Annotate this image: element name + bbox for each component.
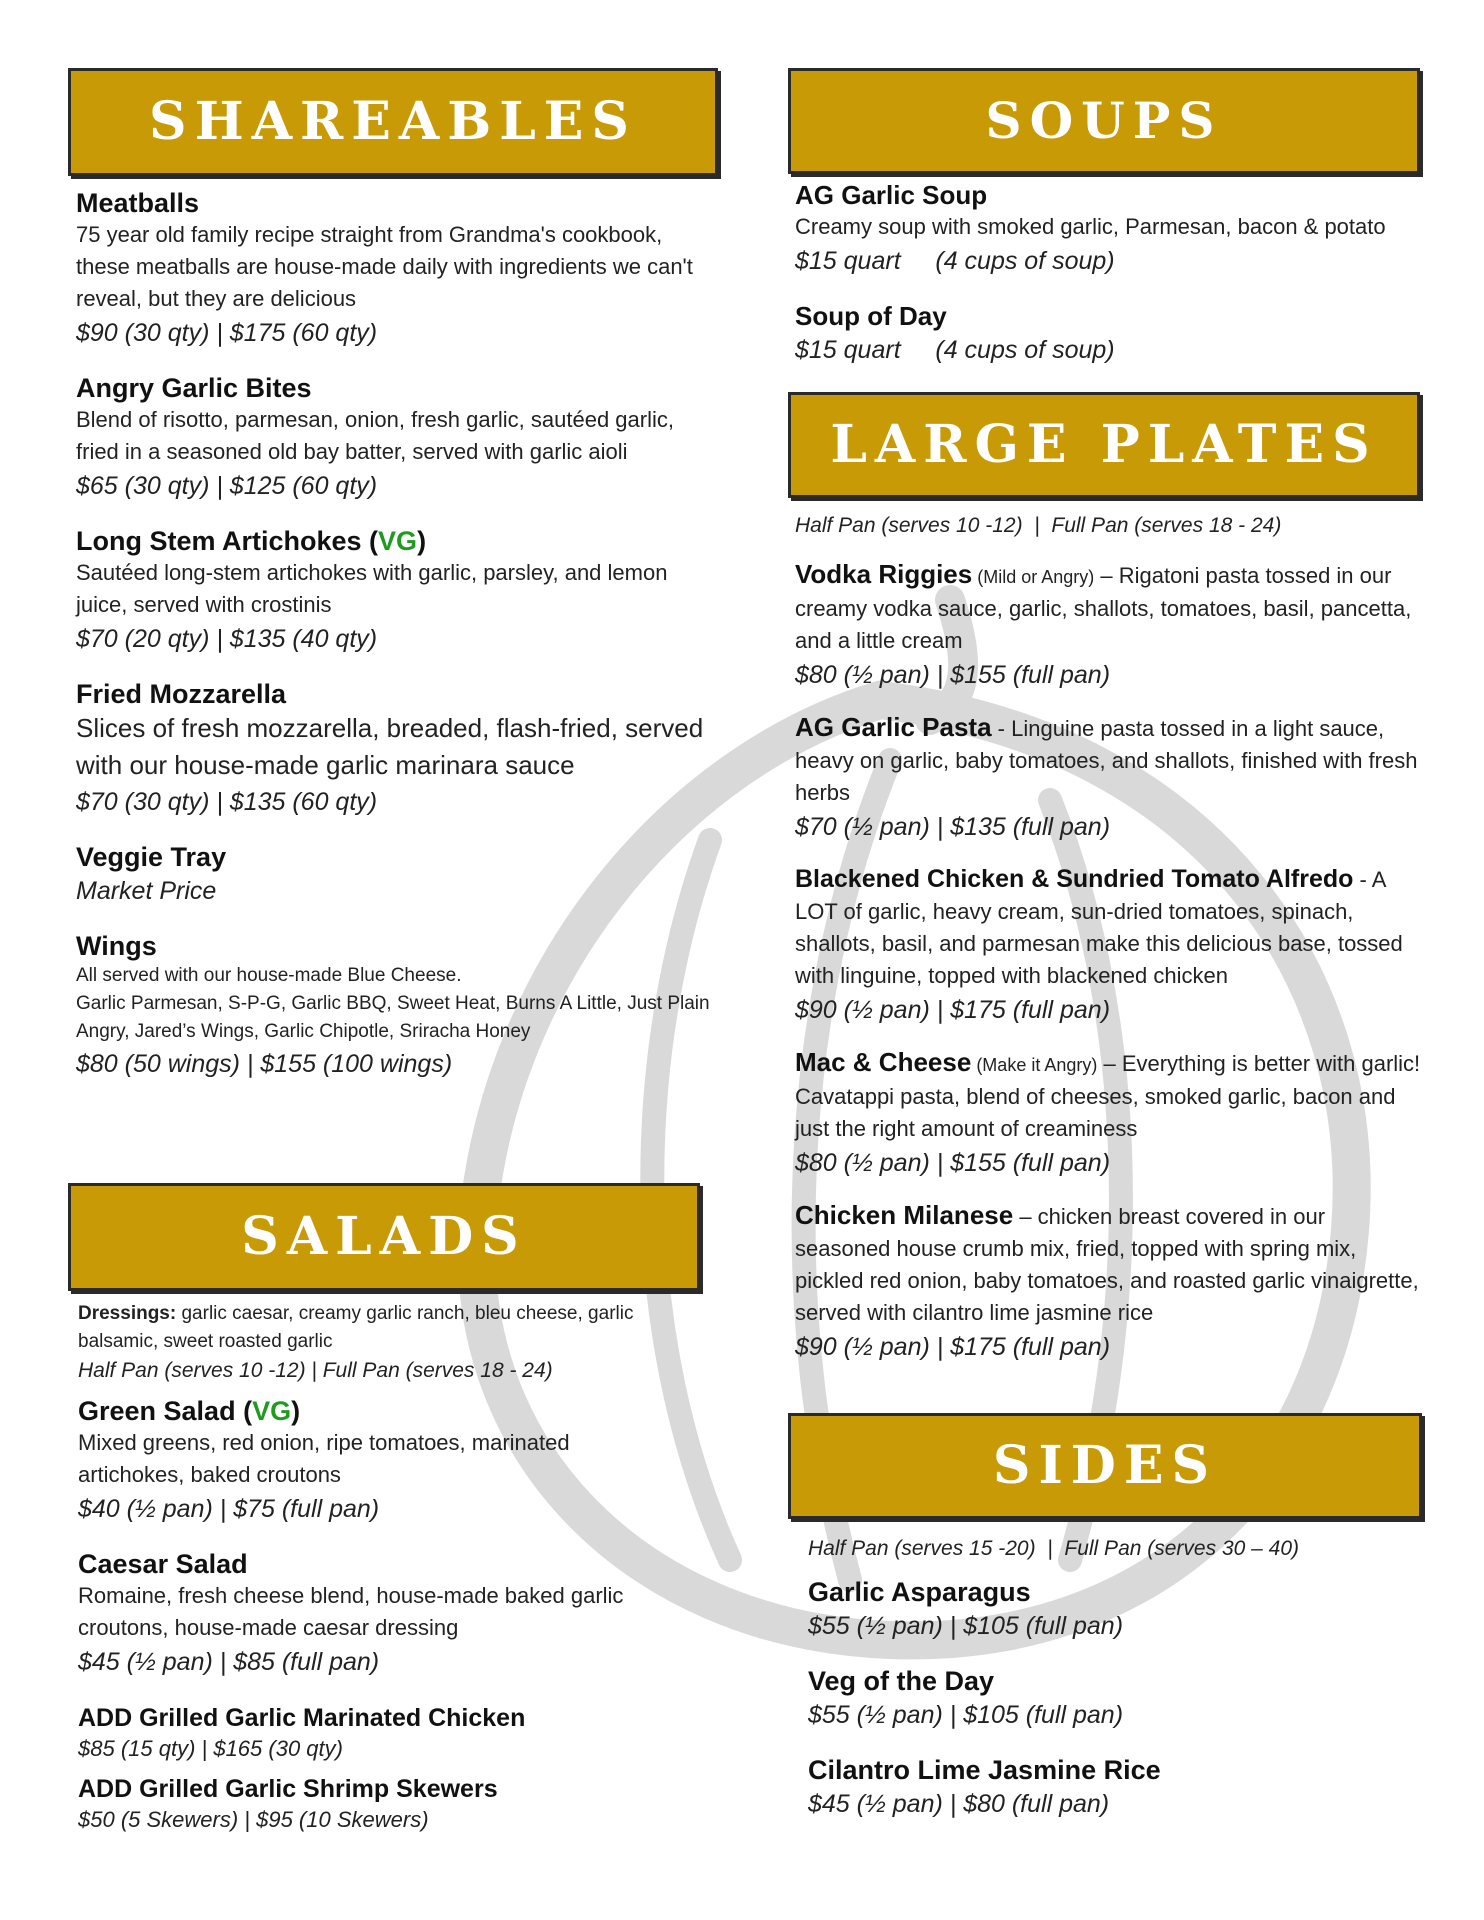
item-name: Caesar Salad xyxy=(78,1549,248,1579)
serving-note: Half Pan (serves 15 -20) | Full Pan (serves 30 – 40) xyxy=(808,1537,1299,1560)
item-description: – chicken breast covered in our seasoned house crumb mix, fried, topped with spring mix, pickled red onion, baby tomatoes, and roasted garlic vinaigrette, served with cilantro lime jasmine rice xyxy=(795,1204,1419,1325)
item-price: $15 quart (4 cups of soup) xyxy=(795,247,1115,275)
item-name: Garlic Asparagus xyxy=(808,1577,1031,1607)
wing-flavors: Garlic Parmesan, S-P-G, Garlic BBQ, Sweet Heat, Burns A Little, Just Plain Angry, Jared’s Wings, Garlic Chipotle, Sriracha Honey xyxy=(76,993,710,1042)
menu-item-wings xyxy=(76,931,716,1082)
salads-banner xyxy=(68,1183,700,1291)
menu-item-meatballs xyxy=(76,188,716,351)
menu-item-green-salad xyxy=(78,1396,678,1527)
menu-item-cilantro-lime-rice xyxy=(808,1755,1408,1822)
item-tag: (Make it Angry) xyxy=(971,1055,1098,1075)
sides-banner xyxy=(788,1413,1422,1519)
item-price: $55 (½ pan) | $105 (full pan) xyxy=(808,1701,1124,1729)
soups-banner xyxy=(788,68,1420,174)
item-price: $50 (5 Skewers) | $95 (10 Skewers) xyxy=(78,1807,429,1832)
item-description: Blend of risotto, parmesan, onion, fresh garlic, sautéed garlic, fried in a seasoned old bay batter, served with garlic aioli xyxy=(76,407,674,464)
item-price: Market Price xyxy=(76,877,217,905)
menu-item-mac-and-cheese xyxy=(795,1046,1425,1181)
item-name: Blackened Chicken & Sundried Tomato Alfredo xyxy=(795,865,1354,893)
item-description: Creamy soup with smoked garlic, Parmesan, bacon & potato xyxy=(795,214,1386,239)
item-name: Green Salad (VG) xyxy=(78,1396,301,1426)
menu-item-fried-mozzarella xyxy=(76,679,716,820)
item-price: $40 (½ pan) | $75 (full pan) xyxy=(78,1495,380,1523)
item-name: ADD Grilled Garlic Marinated Chicken xyxy=(78,1704,526,1732)
item-description: - A LOT of garlic, heavy cream, sun-dried tomatoes, spinach, shallots, basil, and parmesan make this delicious base, tossed with linguine, topped with blackened chicken xyxy=(795,867,1403,988)
sides-title: SIDES xyxy=(992,1435,1218,1496)
vegan-tag: VG xyxy=(252,1396,292,1426)
menu-item-caesar-salad xyxy=(78,1549,678,1680)
item-description: All served with our house-made Blue Cheese. xyxy=(76,965,462,986)
item-name: Soup of Day xyxy=(795,301,947,331)
item-name: Veg of the Day xyxy=(808,1666,995,1696)
item-name: AG Garlic Soup xyxy=(795,180,988,210)
menu-item-veggie-tray xyxy=(76,842,716,909)
menu-item-long-stem-artichokes xyxy=(76,526,716,657)
item-price: $90 (½ pan) | $175 (full pan) xyxy=(795,996,1111,1024)
item-price: $80 (½ pan) | $155 (full pan) xyxy=(795,1149,1111,1177)
salads-title: SALADS xyxy=(241,1206,527,1267)
item-price: $85 (15 qty) | $165 (30 qty) xyxy=(78,1736,343,1761)
item-description: Sautéed long-stem artichokes with garlic, parsley, and lemon juice, served with crostinis xyxy=(76,560,668,617)
item-description: Romaine, fresh cheese blend, house-made baked garlic croutons, house-made caesar dressing xyxy=(78,1583,624,1640)
menu-item-ag-garlic-pasta xyxy=(795,711,1425,845)
item-description: Mixed greens, red onion, ripe tomatoes, marinated artichokes, baked croutons xyxy=(78,1430,570,1487)
menu-item-add-chicken xyxy=(78,1704,678,1765)
menu-item-soup-of-day xyxy=(795,301,1435,368)
item-description: – Rigatoni pasta tossed in our creamy vodka sauce, garlic, shallots, tomatoes, basil, pancetta, and a little cream xyxy=(795,563,1412,653)
item-tag: (Mild or Angry) xyxy=(972,567,1095,587)
menu-item-angry-garlic-bites xyxy=(76,373,716,504)
item-name: Chicken Milanese xyxy=(795,1200,1014,1230)
item-name: Angry Garlic Bites xyxy=(76,373,312,403)
item-name: Wings xyxy=(76,931,157,961)
salads-section xyxy=(78,1300,678,1836)
item-price: $55 (½ pan) | $105 (full pan) xyxy=(808,1612,1124,1640)
menu-item-add-shrimp xyxy=(78,1775,678,1836)
large-plates-banner xyxy=(788,392,1420,498)
item-name: ADD Grilled Garlic Shrimp Skewers xyxy=(78,1775,498,1803)
item-price: $15 quart (4 cups of soup) xyxy=(795,336,1115,364)
item-price: $70 (30 qty) | $135 (60 qty) xyxy=(76,788,378,816)
large-plates-section xyxy=(795,510,1425,1365)
item-description: Slices of fresh mozzarella, breaded, flash-fried, served with our house-made garlic marinara sauce xyxy=(76,713,704,780)
item-price: $45 (½ pan) | $85 (full pan) xyxy=(78,1648,380,1676)
item-name: Fried Mozzarella xyxy=(76,679,287,709)
item-price: $90 (30 qty) | $175 (60 qty) xyxy=(76,319,378,347)
item-description: 75 year old family recipe straight from Grandma's cookbook, these meatballs are house-made daily with ingredients we can't reveal, but they are delicious xyxy=(76,222,693,311)
serving-note: Half Pan (serves 10 -12) | Full Pan (serves 18 - 24) xyxy=(795,514,1282,537)
menu-item-vodka-riggies xyxy=(795,558,1425,693)
item-description: – Everything is better with garlic! Cavatappi pasta, blend of cheeses, smoked garlic, bacon and just the right amount of creaminess xyxy=(795,1051,1421,1141)
sides-section xyxy=(808,1533,1408,1822)
item-price: $90 (½ pan) | $175 (full pan) xyxy=(795,1333,1111,1361)
vegan-tag: VG xyxy=(378,526,418,556)
dressings-list: Dressings: garlic caesar, creamy garlic ranch, bleu cheese, garlic balsamic, sweet roasted garlic xyxy=(78,1303,634,1352)
item-name: Meatballs xyxy=(76,188,200,218)
item-name: Cilantro Lime Jasmine Rice xyxy=(808,1755,1161,1785)
item-price: $80 (50 wings) | $155 (100 wings) xyxy=(76,1050,453,1078)
menu-item-garlic-asparagus xyxy=(808,1577,1408,1644)
menu-item-blackened-chicken-alfredo xyxy=(795,863,1425,1028)
soups-section xyxy=(795,180,1435,368)
item-description: - Linguine pasta tossed in a light sauce, heavy on garlic, baby tomatoes, and shallots, finished with fresh herbs xyxy=(795,716,1418,805)
shareables-banner xyxy=(68,68,718,176)
shareables-section xyxy=(76,188,716,1082)
item-name: AG Garlic Pasta xyxy=(795,712,992,742)
item-price: $70 (½ pan) | $135 (full pan) xyxy=(795,813,1111,841)
shareables-title: SHAREABLES xyxy=(149,91,637,152)
item-price: $65 (30 qty) | $125 (60 qty) xyxy=(76,472,378,500)
soups-title: SOUPS xyxy=(985,91,1223,150)
item-price: $70 (20 qty) | $135 (40 qty) xyxy=(76,625,378,653)
menu-item-veg-of-the-day xyxy=(808,1666,1408,1733)
item-name: Veggie Tray xyxy=(76,842,227,872)
item-price: $80 (½ pan) | $155 (full pan) xyxy=(795,661,1111,689)
serving-note: Half Pan (serves 10 -12) | Full Pan (serves 18 - 24) xyxy=(78,1359,553,1382)
item-price: $45 (½ pan) | $80 (full pan) xyxy=(808,1790,1110,1818)
large-plates-title: LARGE PLATES xyxy=(830,414,1378,475)
menu-item-ag-garlic-soup xyxy=(795,180,1435,279)
menu-item-chicken-milanese xyxy=(795,1199,1425,1365)
item-name: Mac & Cheese xyxy=(795,1047,972,1077)
item-name: Vodka Riggies xyxy=(795,559,973,589)
item-name: Long Stem Artichokes (VG) xyxy=(76,526,427,556)
